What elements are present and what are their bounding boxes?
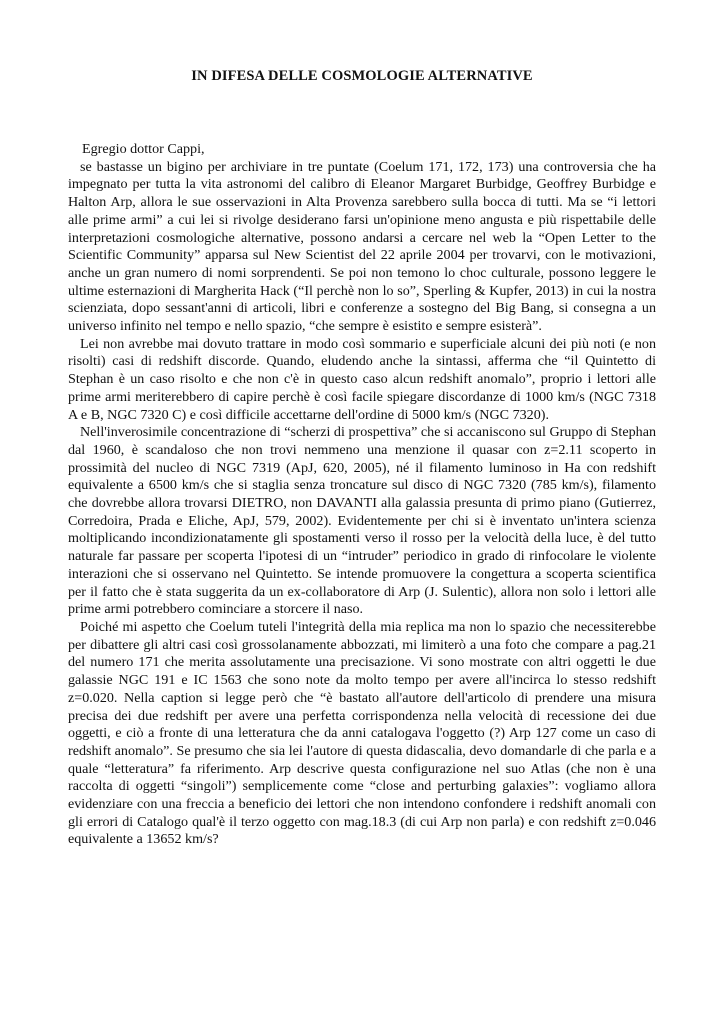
document-title: IN DIFESA DELLE COSMOLOGIE ALTERNATIVE bbox=[191, 68, 533, 84]
letter-greeting: Egregio dottor Cappi, bbox=[82, 141, 205, 157]
paragraph-2: Lei non avrebbe mai dovuto trattare in modo così sommario e superficiale alcuni dei più noti (e non risolti) casi di redshift discorde. Quando, eludendo anche la sintassi, afferma che “il Quintetto di Stephan è un caso risolto e che non c'è in questo caso alcun redshift anomalo”, proprio i lettori alle prime armi meriterebbero di capire perchè è così facile spiegare discordanze di 1000 km/s (NGC 7318 A e B, NGC 7320 C) e così difficile accettarne dell'ordine di 5000 km/s (NGC 7320). bbox=[68, 335, 656, 423]
paragraph-4: Poiché mi aspetto che Coelum tuteli l'integrità della mia replica ma non lo spazio che necessiterebbe per dibattere gli altri casi così grossolanamente abbozzati, mi limiterò a una foto che compare a pag.21 del numero 171 che merita assolutamente una precisazione. Vi sono mostrate con altri oggetti le due galassie NGC 191 e IC 1563 che sono note da molto tempo per avere all'incirca lo stesso redshift z=0.020. Nella caption si legge però che “è bastato all'autore dell'articolo di prendere una misura precisa dei due redshift per avere una perfetta corrispondenza nella velocità di recessione dei due oggetti, e ciò a fronte di una letteratura che da anni catalogava l'oggetto (?) Arp 127 come un caso di redshift anomalo”. Se presumo che sia lei l'autore di questa didascalia, devo domandarle di che parla e a quale “letteratura” fa riferimento. Arp descrive questa configurazione nel suo Atlas (che non è una raccolta di oggetti “singoli”) semplicemente come “close and perturbing galaxies”: vogliamo allora evidenziare con una freccia a beneficio dei lettori che non intendono confondere i redshift anomali con gli errori di Catalogo qual'è il terzo oggetto con mag.18.3 (di cui Arp non parla) e con redshift z=0.046 equivalente a 13652 km/s? bbox=[68, 618, 656, 848]
paragraph-1: se bastasse un bigino per archiviare in tre puntate (Coelum 171, 172, 173) una controversia che ha impegnato per tutta la vita astronomi del calibro di Eleanor Margaret Burbidge, Geoffrey Burbidge e Halton Arp, allora le sue osservazioni in Alta Provenza sarebbero sulla bocca di tutti. Ma se “i lettori alle prime armi” a cui lei si rivolge desiderano farsi un'opinione meno angusta e più rispettabile delle interpretazioni cosmologiche alternative, possono andarsi a cercare nel web la “Open Letter to the Scientific Community” apparsa sul New Scientist del 22 aprile 2004 per trovarvi, con le motivazioni, anche un gran numero di nomi sorprendenti. Se poi non temono lo choc culturale, possono leggere le ultime esternazioni di Margherita Hack (“Il perchè non lo so”, Sperling & Kupfer, 2013) in cui la nostra scienziata, dopo sessant'anni di articoli, libri e conferenze a sostegno del Big Bang, si consegna a un universo infinito nel tempo e nello spazio, “che sempre è esistito e sempre esisterà”. bbox=[68, 158, 656, 335]
paragraph-3: Nell'inverosimile concentrazione di “scherzi di prospettiva” che si accaniscono sul Gruppo di Stephan dal 1960, è scandaloso che non trovi nemmeno una menzione il quasar con z=2.11 scoperto in prossimità del nucleo di NGC 7319 (ApJ, 620, 2005), né il filamento luminoso in Ha con redshift equivalente a 6500 km/s che si staglia senza troncature sul disco di NGC 7320 (785 km/s), filamento che dovrebbe allora trovarsi DIETRO, non DAVANTI alla galassia presunta di primo piano (Gutierrez, Corredoira, Prada e Eliche, ApJ, 579, 2002). Evidentemente per chi si è inventato un'intera scienza moltiplicando incondizionatamente gli spostamenti verso il rosso per la velocità della luce, è del tutto naturale far passare per scoperta l'ipotesi di un “intruder” periodico in grado di rinfocolare le violente interazioni che si osservano nel Quintetto. Se intende promuovere la congettura a scoperta scientifica per il fatto che è stata suggerita da un ex-collaboratore di Arp (J. Sulentic), allora non solo i lettori alle prime armi potrebbero cominciare a storcere il naso. bbox=[68, 424, 656, 618]
letter-body bbox=[68, 141, 656, 849]
